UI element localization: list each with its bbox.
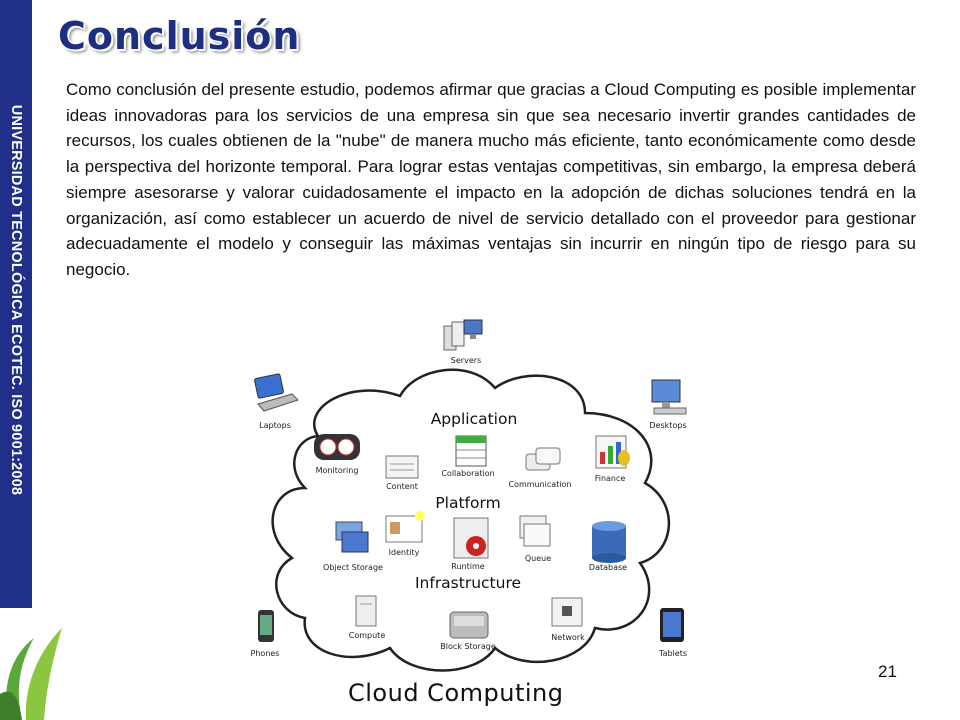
- servers-label: Servers: [450, 356, 482, 365]
- cloud-computing-diagram: [240, 318, 700, 720]
- monitoring-icon: [314, 434, 360, 460]
- university-logo: [0, 608, 70, 720]
- collaboration-label: Collaboration: [441, 469, 495, 478]
- desktops-icon: [652, 380, 686, 414]
- block-storage-icon: [450, 612, 488, 638]
- servers-icon: [444, 320, 482, 350]
- diagram-caption: Cloud Computing: [348, 679, 564, 707]
- monitoring-label: Monitoring: [315, 466, 359, 475]
- body-paragraph: Como conclusión del presente estudio, podemos afirmar que gracias a Cloud Computing es posible implementar ideas innovadoras para los servicios de una empresa sin que sea necesario invertir grandes cantidades de recursos, los cuales obtienen de la "nube" de manera mucho más eficiente, tanto económicamente como desde la perspectiva del horizonte temporal. Para lograr estas ventajas competitivas, sin embargo, la empresa deberá siempre asesorarse y valorar cuidadosamente el impacto en la adopción de dichas soluciones tendrá en la organización, así como establecer un acuerdo de nivel de servicio detallado con el proveedor para gestionar adecuadamente el modelo y conseguir las máximas ventajas sin incurrir en ningún tipo de riesgo para su negocio.: [66, 80, 916, 279]
- laptops-icon: [254, 374, 298, 411]
- page-number: 21: [878, 662, 897, 681]
- communication-label: Communication: [508, 480, 572, 489]
- layer-platform: Platform: [435, 494, 501, 512]
- identity-label: Identity: [388, 548, 420, 557]
- tablets-label: Tablets: [659, 649, 687, 658]
- desktops-label: Desktops: [649, 421, 687, 430]
- queue-icon: [520, 516, 550, 546]
- network-label: Network: [551, 633, 585, 642]
- identity-icon: [386, 511, 425, 542]
- layer-application: Application: [430, 410, 518, 428]
- collaboration-icon: [456, 436, 486, 466]
- database-icon: [592, 521, 626, 563]
- object-storage-label: Object Storage: [323, 563, 383, 572]
- compute-label: Compute: [348, 631, 386, 640]
- layer-infrastructure: Infrastructure: [414, 574, 522, 592]
- tablets-icon: [660, 608, 684, 642]
- runtime-icon: [454, 518, 488, 558]
- university-label: UNIVERSIDAD TECNOLÓGICA ECOTEC. ISO 9001:2008: [8, 104, 24, 496]
- queue-label: Queue: [524, 554, 552, 563]
- laptops-label: Laptops: [259, 421, 291, 430]
- network-icon: [552, 598, 582, 626]
- phones-icon: [258, 610, 274, 642]
- runtime-label: Runtime: [451, 562, 485, 571]
- database-label: Database: [588, 563, 628, 572]
- content-label: Content: [386, 482, 418, 491]
- finance-icon: [596, 436, 630, 468]
- finance-label: Finance: [594, 474, 626, 483]
- content-icon: [386, 456, 418, 478]
- compute-icon: [356, 596, 376, 626]
- page-title: Conclusión: [58, 14, 301, 58]
- phones-label: Phones: [250, 649, 280, 658]
- block-storage-label: Block Storage: [440, 642, 496, 651]
